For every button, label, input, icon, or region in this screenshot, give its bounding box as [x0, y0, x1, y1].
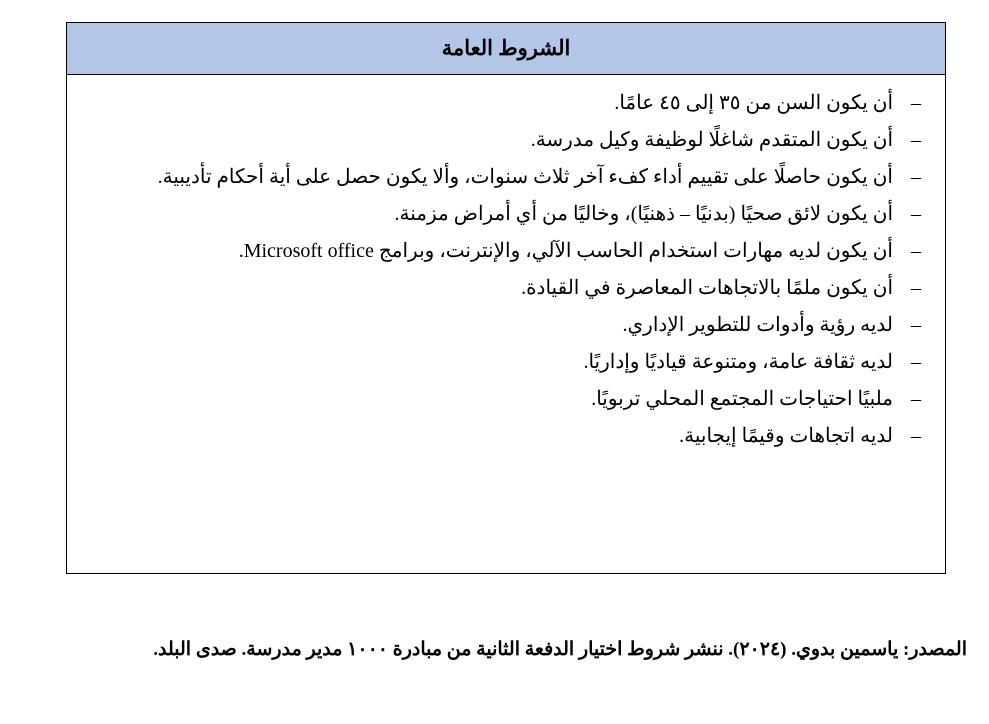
dash-bullet: – [911, 277, 921, 299]
table-header: الشروط العامة [67, 23, 945, 75]
general-conditions-table [66, 22, 946, 574]
condition-text: أن يكون السن من ٣٥ إلى ٤٥ عامًا. [614, 92, 893, 114]
dash-bullet: – [911, 425, 921, 447]
condition-text: لديه اتجاهات وقيمًا إيجابية. [679, 425, 893, 447]
dash-bullet: – [911, 351, 921, 373]
condition-text: ملبيًا احتياجات المجتمع المحلي تربويًا. [591, 388, 893, 410]
list-item [67, 88, 945, 119]
condition-text: أن يكون ملمًا بالاتجاهات المعاصرة في القيادة. [521, 277, 893, 299]
condition-text: أن يكون حاصلًا على تقييم أداء كفء آخر ثلاث سنوات، وألا يكون حصل على أية أحكام تأديبية. [157, 166, 893, 188]
list-item [67, 421, 945, 452]
list-item [67, 199, 945, 230]
condition-text: لديه ثقافة عامة، ومتنوعة قياديًا وإداريًا. [583, 351, 893, 373]
list-item [67, 384, 945, 415]
list-item [67, 162, 945, 193]
dash-bullet: – [911, 314, 921, 336]
list-item [67, 273, 945, 304]
list-item [67, 310, 945, 341]
dash-bullet: – [911, 203, 921, 225]
dash-bullet: – [911, 388, 921, 410]
list-item [67, 236, 945, 267]
list-item [67, 125, 945, 156]
condition-text: لديه رؤية وأدوات للتطوير الإداري. [622, 314, 893, 336]
list-item [67, 347, 945, 378]
dash-bullet: – [911, 92, 921, 114]
condition-text: أن يكون لديه مهارات استخدام الحاسب الآلي، والإنترنت، وبرامج Microsoft office. [238, 240, 893, 262]
dash-bullet: – [911, 240, 921, 262]
dash-bullet: – [911, 166, 921, 188]
dash-bullet: – [911, 129, 921, 151]
condition-text: أن يكون لائق صحيًا (بدنيًا – ذهنيًا)، وخاليًا من أي أمراض مزمنة. [394, 203, 893, 225]
source-citation: المصدر: ياسمين بدوي. (٢٠٢٤). ننشر شروط اختيار الدفعة الثانية من مبادرة ١٠٠٠ مدير مدرسة. صدى البلد. [153, 639, 967, 660]
conditions-list [67, 75, 945, 452]
condition-text: أن يكون المتقدم شاغلًا لوظيفة وكيل مدرسة. [530, 129, 893, 151]
